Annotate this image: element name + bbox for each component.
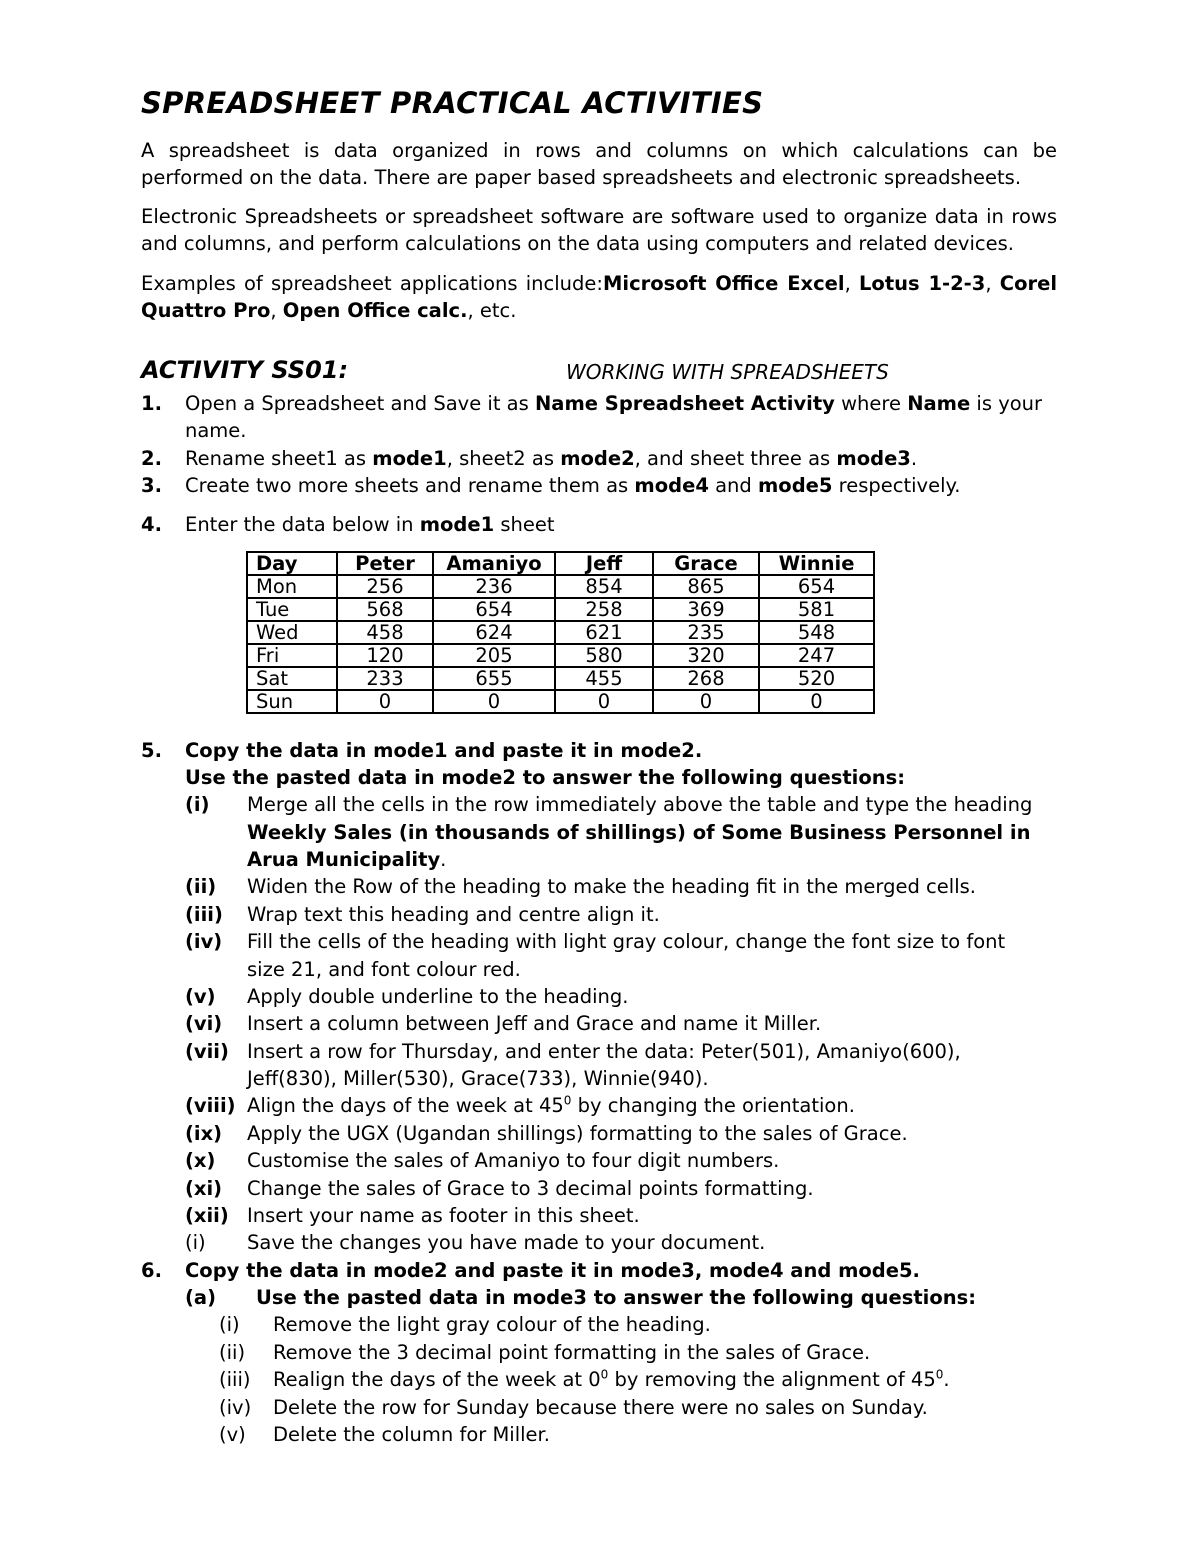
table-cell: 624: [433, 621, 555, 644]
q5-item-heading-line: Weekly Sales (in thousands of shillings) of Some Business Personnel in: [247, 821, 1031, 844]
table-cell: 0: [555, 690, 653, 713]
q5-item-continued: size 21, and font colour red.: [247, 958, 521, 981]
table-cell: 205: [433, 644, 555, 667]
app-lotus: Lotus 1-2-3: [859, 272, 986, 295]
table-row: [247, 644, 874, 667]
app-corel: Corel Quattro Pro: [141, 272, 1057, 322]
table-cell: Sun: [247, 690, 337, 713]
question-5-instruction: Use the pasted data in mode2 to answer the following questions:: [185, 766, 906, 789]
q5-item-continued: Jeff(830), Miller(530), Grace(733), Winnie(940).: [247, 1067, 709, 1090]
table-cell: Tue: [247, 598, 337, 621]
table-cell: 0: [337, 690, 433, 713]
table-cell: 621: [555, 621, 653, 644]
table-cell: 520: [759, 667, 874, 690]
document-page: SPREADSHEET PRACTICAL ACTIVITIES A spreadsheet is data organized in rows and columns on which calculations can be performed on the data. There are paper based spreadsheets and electronic spreadsheets. Electronic Spreadsheets or spreadsheet software are software used to organize data in rows and columns, and perform calculations on the data using computers and related devices. Examples of spreadsheet applications include:Microsoft Office Excel, Lotus 1-2-3, Corel Quattro Pro, Open Office calc., etc. ACTIVITY SS01: WORKING WITH SPREADSHEETS 1. Open a Spreadsheet and Save it as Name Spreadsheet Activity where Name is your name. 2. Rename sheet1 as mode1, sheet2 as mode2, and sheet three as mode3. 3. Create two more sheets and rename them as mode4 and mode5 respectively. 4. Enter the data below in mode1 sheet Day Peter Amaniyo Jeff Grace Winnie Mon 256 236 854 865 654 Tue 568 654 258 369 581 Wed 458 624 621 235 548 Fri 120 205 580 320 247 Sat 233 655 455 268 520 Sun 0 0 0 0 0 5. Copy the data in mode1 and paste it in mode2. Use the pasted data in mode2 to answer the following questions: (i) Merge all the cells in the row immediately above the table and type the heading Weekly Sales (in thousands of shillings) of Some Business Personnel in Arua Municipality. (ii) Widen the Row of the heading to make the heading fit in the merged cells. (iii) Wrap text this heading and centre align it. (iv) Fill the cells of the heading with light gray colour, change the font size to font size 21, and font colour red. (v) Apply double underline to the heading. (vi) Insert a column between Jeff and Grace and name it Miller. (vii) Insert a row for Thursday, and enter the data: Peter(501), Amaniyo(600), Jeff(830), Miller(530), Grace(733), Winnie(940). (viii) Align the days of the week at $45^0$ by changing the orientation. (ix) Apply the UGX (Ugandan shillings) formatting to the sales of Grace. (x) Customise the sales of Amaniyo to four digit numbers. (xi) Change the sales of Grace to 3 decimal points formatting. (xii) Insert your name as footer in this sheet. (i) Save the changes you have made to your document. 6. Copy the data in mode2 and paste it in mode3, mode4 and mode5. (a) Use the pasted data in mode3 to answer the following questions: (i) Remove the light gray colour of the heading. (ii) Remove the 3 decimal point formatting in the sales of Grace. (iii) Realign the days of the week at $0^0$ by removing the alignment of $45^0$. (iv) Delete the row for Sunday because there were no sales on Sunday. (v) Delete the column for Miller.: [141, 86, 1057, 1446]
table-cell: 568: [337, 598, 433, 621]
table-cell: 580: [555, 644, 653, 667]
table-cell: 268: [653, 667, 759, 690]
table-cell: 369: [653, 598, 759, 621]
table-row: [247, 621, 874, 644]
table-cell: 854: [555, 575, 653, 598]
table-header: Day: [247, 552, 337, 575]
table-row: [247, 667, 874, 690]
table-header: Peter: [337, 552, 433, 575]
table-cell: 320: [653, 644, 759, 667]
table-cell: 548: [759, 621, 874, 644]
table-cell: 0: [433, 690, 555, 713]
table-cell: 0: [759, 690, 874, 713]
table-cell: 0: [653, 690, 759, 713]
table-header: Amaniyo: [433, 552, 555, 575]
table-row: [247, 690, 874, 713]
q5-item-heading-line: Arua Municipality.: [247, 848, 447, 871]
document-title: SPREADSHEET PRACTICAL ACTIVITIES: [141, 86, 764, 120]
step-1-continued: name.: [185, 419, 247, 442]
table-cell: 235: [653, 621, 759, 644]
activity-subtitle: WORKING WITH SPREADSHEETS: [566, 360, 889, 384]
intro-paragraph-3: Examples of spreadsheet applications include:Microsoft Office Excel, Lotus 1-2-3, Corel Quattro Pro, Open Office calc., etc.: [141, 272, 1057, 322]
table-cell: 654: [759, 575, 874, 598]
table-header: Winnie: [759, 552, 874, 575]
sales-data-table: [246, 551, 875, 714]
table-cell: Wed: [247, 621, 337, 644]
app-excel: Microsoft Office Excel: [603, 272, 845, 295]
table-cell: Mon: [247, 575, 337, 598]
table-cell: 865: [653, 575, 759, 598]
table-cell: 247: [759, 644, 874, 667]
table-cell: 236: [433, 575, 555, 598]
table-cell: 256: [337, 575, 433, 598]
table-cell: Fri: [247, 644, 337, 667]
table-cell: 458: [337, 621, 433, 644]
intro-paragraph-1: A spreadsheet is data organized in rows and columns on which calculations can be performed on the data. There are paper based spreadsheets and electronic spreadsheets.: [141, 139, 1057, 189]
table-cell: 120: [337, 644, 433, 667]
table-cell: Sat: [247, 667, 337, 690]
table-row: [247, 575, 874, 598]
table-header: Grace: [653, 552, 759, 575]
table-cell: 655: [433, 667, 555, 690]
table-row: [247, 598, 874, 621]
intro-paragraph-2: Electronic Spreadsheets or spreadsheet software are software used to organize data in rows and columns, and perform calculations on the data using computers and related devices.: [141, 205, 1057, 255]
table-cell: 233: [337, 667, 433, 690]
table-header: Jeff: [555, 552, 653, 575]
activity-title: ACTIVITY SS01:: [141, 356, 349, 384]
table-cell: 455: [555, 667, 653, 690]
table-cell: 581: [759, 598, 874, 621]
table-header-row: [247, 552, 874, 575]
table-cell: 258: [555, 598, 653, 621]
app-openoffice: Open Office calc.: [282, 299, 468, 322]
table-cell: 654: [433, 598, 555, 621]
